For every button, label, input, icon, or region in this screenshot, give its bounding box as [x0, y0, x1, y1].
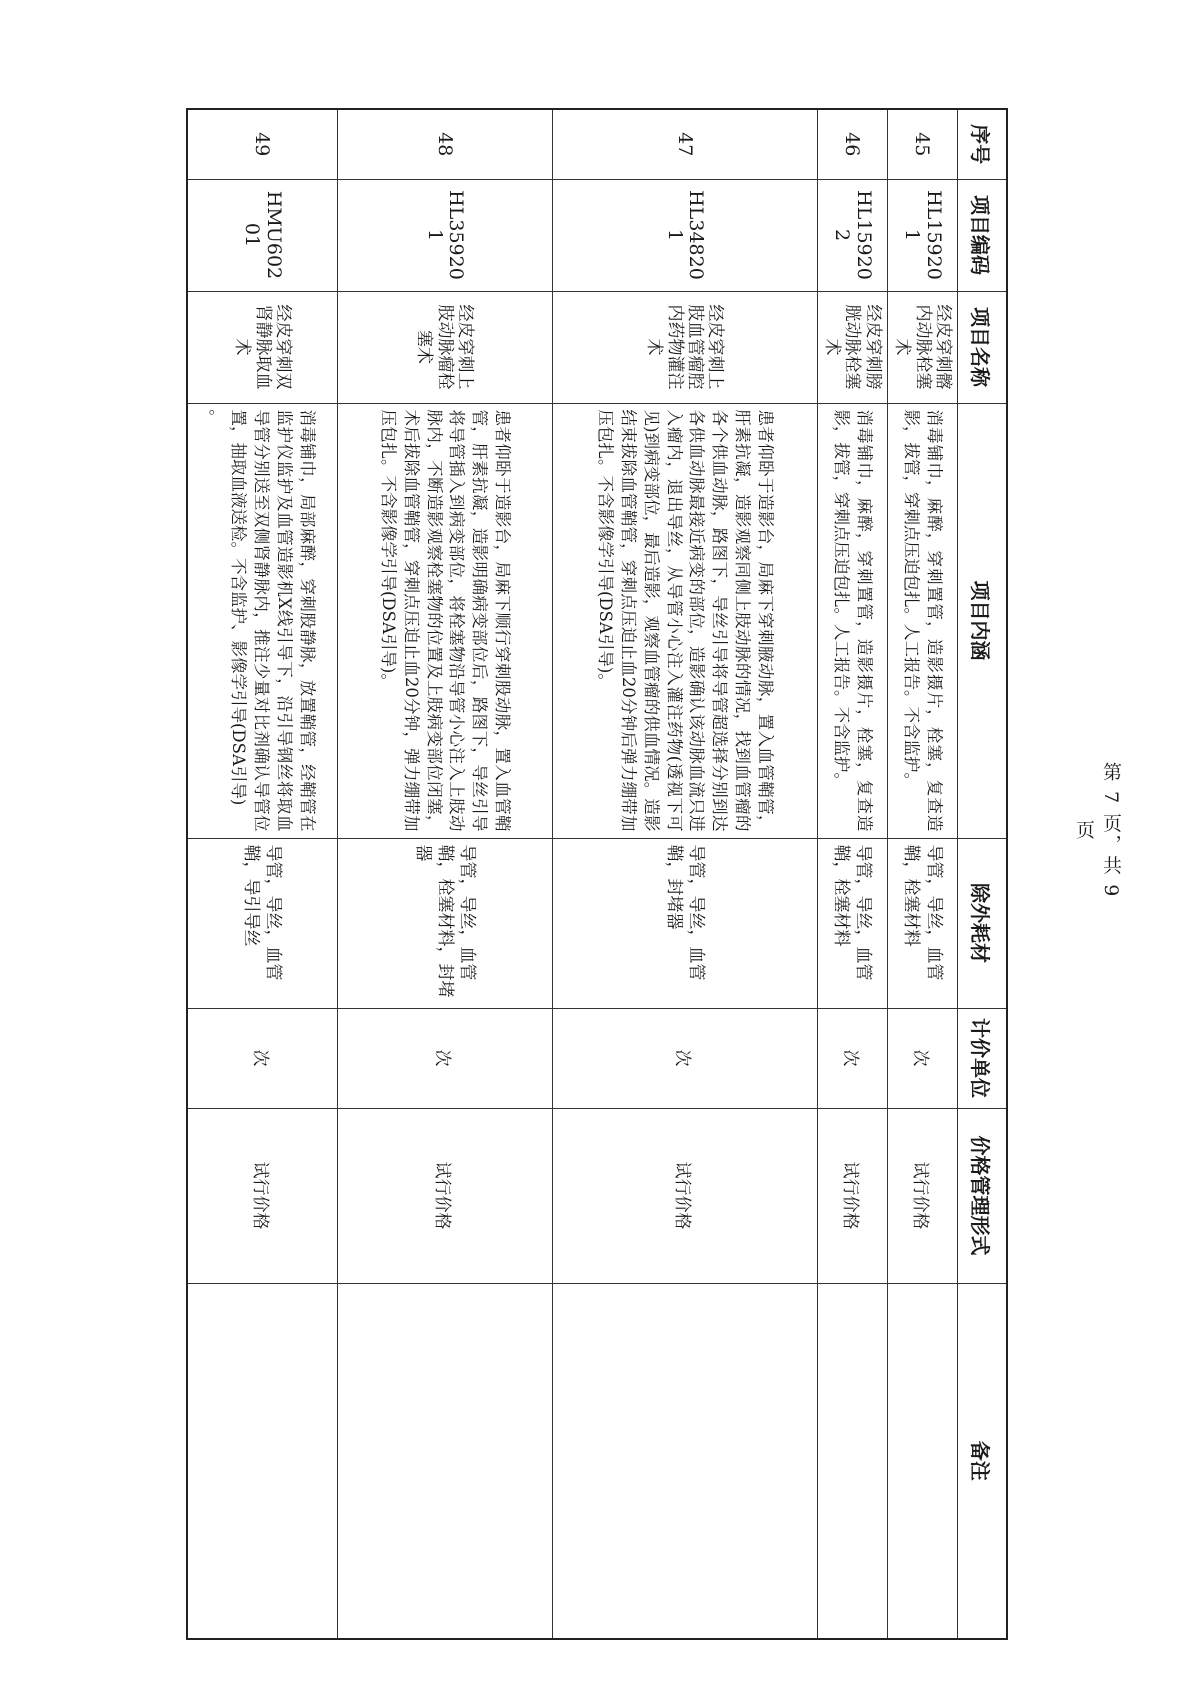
row-content-text: 消毒铺巾，局部麻醉，穿刺股静脉，放置鞘管，经鞘管在监护仪监护及血管造影机X线引导下，沿引导钢丝将取血导管分别送至双侧肾静脉内，推注少量对比剂确认导管位置，抽取血液送检。不含监护、影像学引导(DSA引导) [229, 409, 317, 832]
row-materials: 导管，导丝，血管鞘，栓塞材料 [887, 838, 957, 1008]
row-price-mgmt: 试行价格 [187, 1108, 337, 1283]
row-code: HL159202 [817, 179, 887, 291]
row-code: HL348201 [552, 179, 817, 291]
table-row [337, 109, 552, 1639]
row-content: 患者仰卧于造影台，局麻下顺行穿刺股动脉，置入血管鞘管，肝素抗凝，造影明确病变部位后，路图下，导丝引导将导管插入到病变部位，将栓塞物沿导管小心注入上肢动脉内，不断造影观察栓塞物的位置及上肢病变部位闭塞，术后拔除血管鞘管，穿刺点压迫止血20分钟，弹力绷带加压包扎。不含影像学引导(DSA引导)。 [337, 403, 552, 838]
row-materials: 导管，导丝，血管鞘，栓塞材料 [817, 838, 887, 1008]
row-content-trailing-mark: 。 [207, 409, 227, 426]
row-remark [337, 1283, 552, 1639]
row-content: 消毒铺巾，麻醉，穿刺置管，造影摄片，栓塞，复查造影，拔管，穿刺点压迫包扎。人工报告。不含监护。 [887, 403, 957, 838]
row-unit: 次 [817, 1008, 887, 1108]
header-unit: 计价单位 [958, 1008, 1008, 1108]
row-seq: 45 [887, 109, 957, 179]
header-seq: 序号 [958, 109, 1008, 179]
row-remark [887, 1283, 957, 1639]
row-code: HL359201 [337, 179, 552, 291]
row-unit: 次 [337, 1008, 552, 1108]
row-remark [187, 1283, 337, 1639]
header-remark: 备注 [958, 1283, 1008, 1639]
header-materials: 除外耗材 [958, 838, 1008, 1008]
header-price-mgmt: 价格管理形式 [958, 1108, 1008, 1283]
row-remark [817, 1283, 887, 1639]
row-remark [552, 1283, 817, 1639]
row-seq: 48 [337, 109, 552, 179]
row-content: 患者仰卧于造影台，局麻下穿刺腋动脉，置入血管鞘管，肝素抗凝，造影观察同侧上肢动脉的情况，找到血管瘤的各个供血动脉，路图下，导丝引导将导管超选择分别到达各供血动脉最接近病变的部位，造影确认该动脉血流只进入瘤内，退出导丝，从导管小心注入灌注药物(透视下可见)到病变部位，最后造影，观察血管瘤的供血情况。造影结束拔除血管鞘管，穿刺点压迫止血20分钟后弹力绷带加压包扎。不含影像学引导(DSA引导)。 [552, 403, 817, 838]
row-content: 消毒铺巾，麻醉，穿刺置管，造影摄片，栓塞，复查造影，拔管，穿刺点压迫包扎。人工报告。不含监护。 [817, 403, 887, 838]
row-unit: 次 [552, 1008, 817, 1108]
row-price-mgmt: 试行价格 [337, 1108, 552, 1283]
row-name: 经皮穿刺膀胱动脉栓塞术 [817, 291, 887, 403]
row-materials: 导管，导丝，血管鞘，封堵器 [552, 838, 817, 1008]
table-row [817, 109, 887, 1639]
row-unit: 次 [187, 1008, 337, 1108]
header-name: 项目名称 [958, 291, 1008, 403]
row-name: 经皮穿刺上肢血管瘤腔内药物灌注术 [552, 291, 817, 403]
row-seq: 46 [817, 109, 887, 179]
row-name: 经皮穿刺双肾静脉取血术 [187, 291, 337, 403]
table-row [552, 109, 817, 1639]
table-row [187, 109, 337, 1639]
medical-fee-table [186, 108, 1008, 1640]
rotated-table-container [198, 108, 1008, 1638]
row-price-mgmt: 试行价格 [552, 1108, 817, 1283]
header-row [958, 109, 1008, 1639]
row-unit: 次 [887, 1008, 957, 1108]
header-content: 项目内涵 [958, 403, 1008, 838]
row-seq: 47 [552, 109, 817, 179]
row-code: HL159201 [887, 179, 957, 291]
row-seq: 49 [187, 109, 337, 179]
row-name: 经皮穿刺髂内动脉栓塞术 [887, 291, 957, 403]
row-code: HMU60201 [187, 179, 337, 291]
row-price-mgmt: 试行价格 [887, 1108, 957, 1283]
row-materials: 导管，导丝，血管鞘，栓塞材料，封堵器 [337, 838, 552, 1008]
row-name: 经皮穿刺上肢动脉瘤栓塞术 [337, 291, 552, 403]
table-row [887, 109, 957, 1639]
page-number-footer: 第 7 页，共 9 页 [1073, 761, 1122, 899]
header-code: 项目编码 [958, 179, 1008, 291]
row-materials: 导管，导丝，血管鞘，导引导丝 [187, 838, 337, 1008]
row-price-mgmt: 试行价格 [817, 1108, 887, 1283]
row-content [187, 403, 337, 838]
